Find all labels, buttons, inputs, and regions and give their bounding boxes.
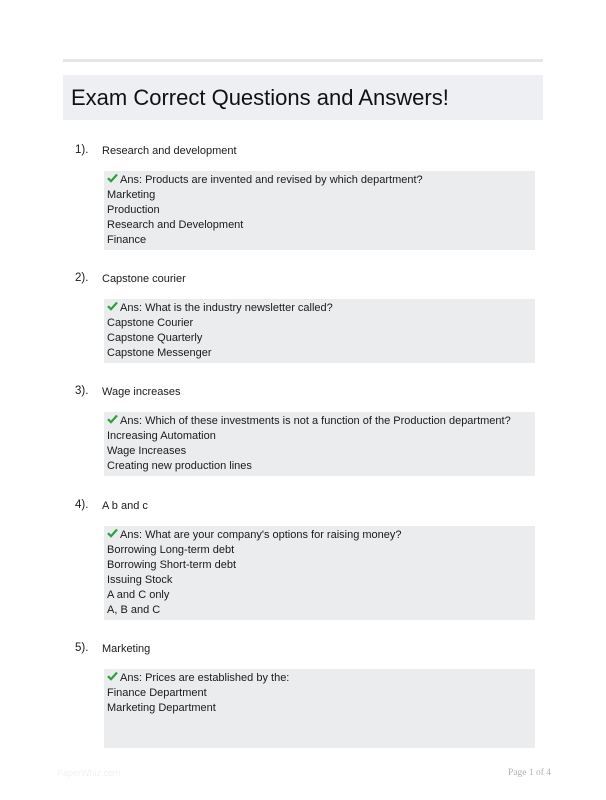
question-number: 5). [75,642,89,654]
answer-prompt: Ans: What are your company's options for raising money? [120,529,402,541]
answer-option: Production [107,204,160,216]
answer-option: Borrowing Short-term debt [107,559,236,571]
answer-option: Capstone Messenger [107,347,212,359]
answer-option: Finance [107,234,147,246]
answer-prompt: Ans: Products are invented and revised by which department? [120,174,423,186]
question-text: Capstone courier [102,273,186,285]
answer-option: Issuing Stock [107,574,173,586]
answer-prompt: Ans: Which of these investments is not a function of the Production department? [120,415,511,427]
answer-prompt-line [107,173,532,188]
check-icon [107,414,117,424]
answer-prompt: Ans: What is the industry newsletter called? [120,302,333,314]
answer-box [104,171,535,250]
answer-option: Capstone Courier [107,317,194,329]
question-number: 1). [75,144,89,156]
answer-option: Borrowing Long-term debt [107,544,235,556]
question-number: 4). [75,499,89,511]
answer-option: Marketing [107,189,156,201]
answer-option: A, B and C [107,604,161,616]
check-icon [107,671,117,681]
footer-watermark: PaperWhiz.com [57,768,121,778]
answer-prompt: Ans: Prices are established by the: [120,672,290,684]
check-icon [107,301,117,311]
answer-box [104,299,535,363]
answer-prompt-line [107,528,532,543]
answer-prompt-line [107,414,532,429]
answer-option: Finance Department [107,687,207,699]
answer-box [104,669,535,748]
question-text: Wage increases [102,386,181,398]
answer-option: Increasing Automation [107,430,216,442]
check-icon [107,528,117,538]
answer-option: Research and Development [107,219,244,231]
answer-prompt-line [107,301,532,316]
answer-option: Marketing Department [107,702,216,714]
page-number: Page 1 of 4 [508,768,552,778]
question-number: 2). [75,272,89,284]
question-text: Research and development [102,145,237,157]
answer-box [104,526,535,620]
question-text: Marketing [102,643,151,655]
answer-box [104,412,535,476]
top-divider [63,59,543,62]
page-title: Exam Correct Questions and Answers! [71,85,449,110]
title-banner [63,75,543,120]
answer-option: A and C only [107,589,170,601]
answer-option: Capstone Quarterly [107,332,203,344]
answer-option: Creating new production lines [107,460,252,472]
question-number: 3). [75,385,89,397]
answer-option: Wage Increases [107,445,187,457]
check-icon [107,173,117,183]
question-text: A b and c [102,500,148,512]
answer-prompt-line [107,671,532,686]
